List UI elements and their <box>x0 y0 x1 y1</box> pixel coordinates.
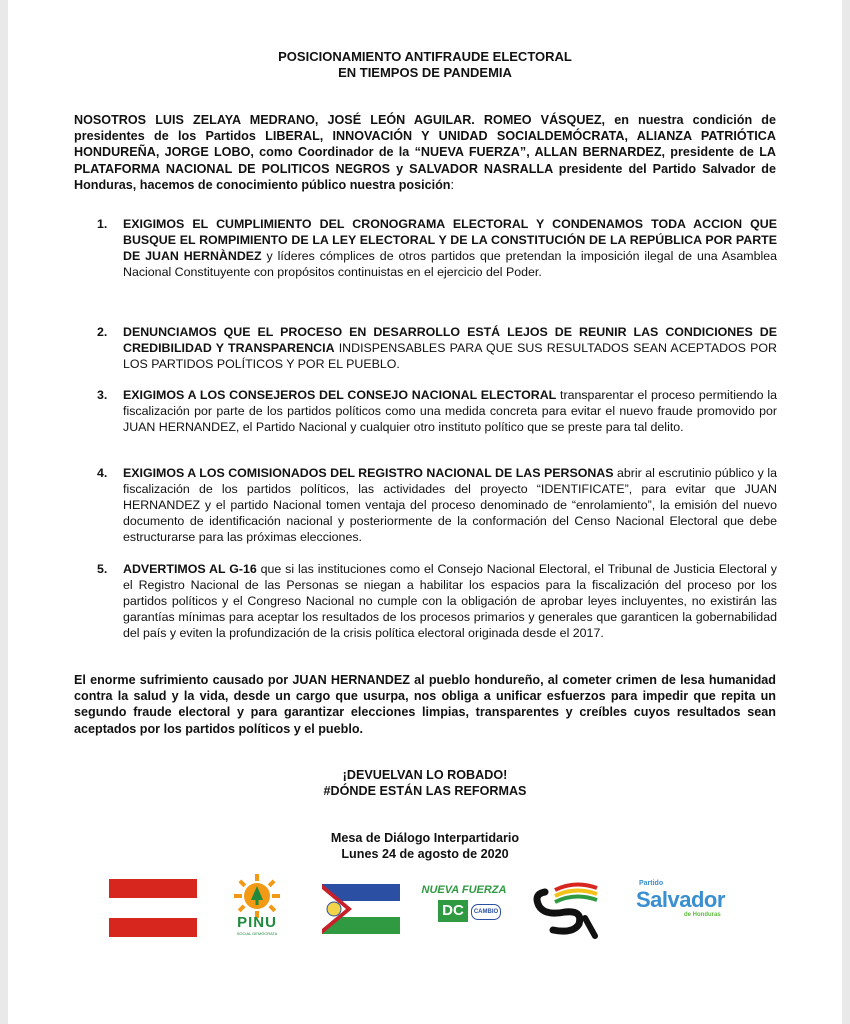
intro-tail: : <box>450 177 454 192</box>
item-number: 3. <box>97 388 108 402</box>
item-number: 1. <box>97 217 108 231</box>
partido-salvador-logo <box>636 880 732 928</box>
nueva-fuerza-logo <box>416 884 512 934</box>
closing-paragraph: El enorme sufrimiento causado por JUAN HERNANDEZ al pueblo hondureño, al cometer crimen de lesa humanidad contra la salud y la vida, desde un cargo que usurpa, nos obliga a unificar esfuerzos para impedir que repita un segundo fraude electoral y para garantizar elecciones limpias, transparentes y creíbles cuyos resultados sean aceptados por los partidos políticos y el pueblo. <box>74 673 776 736</box>
item-bold-text: DENUNCIAMOS QUE EL PROCESO EN DESARROLLO ESTÁ LEJOS DE REUNIR LAS CONDICIONES DE CREDIBILIDAD Y TRANSPARENCIA <box>123 325 777 355</box>
item-bold-text: EXIGIMOS EL CUMPLIMIENTO DEL CRONOGRAMA ELECTORAL Y CONDENAMOS TODA ACCION QUE BUSQUE EL ROMPIMIENTO DE LA LEY ELECTORAL Y DE LA CONSTITUCIÓN DE LA REPÚBLICA POR PARTE DE JUAN HERNÀNDEZ <box>123 217 777 263</box>
list-item-5 <box>97 562 777 642</box>
item-bold-text: EXIGIMOS A LOS CONSEJEROS DEL CONSEJO NACIONAL ELECTORAL <box>123 388 557 402</box>
item-bold-text: ADVERTIMOS AL G-16 <box>123 562 257 576</box>
pinu-logo-text: PINU <box>237 914 277 931</box>
item-text: transparentar el proceso permitiendo la fiscalización por parte de los partidos políticos como una medida concreta para evitar el nuevo fraude promovido por JUAN HERNANDEZ, el Partido Nacional y cualquier otro instituto político que se preste para tal delito. <box>123 388 777 434</box>
list-item-2 <box>97 325 777 373</box>
document-title <box>8 49 842 81</box>
list-item-4 <box>97 466 777 546</box>
liberal-party-flag-logo <box>109 879 197 937</box>
alianza-patriotica-flag-logo <box>322 884 400 934</box>
item-number: 4. <box>97 466 108 480</box>
item-text: INDISPENSABLES PARA QUE SUS RESULTADOS SEAN ACEPTADOS POR LOS PARTIDOS POLÍTICOS Y POR EL PUEBLO. <box>123 340 778 371</box>
item-number: 2. <box>97 325 108 339</box>
signature-line-2: Lunes 24 de agosto de 2020 <box>341 847 509 861</box>
pinu-logo-subtext: SOCIAL DEMÓCRATA <box>236 931 278 936</box>
list-item-3 <box>97 388 777 436</box>
nueva-fuerza-text: NUEVA FUERZA <box>421 884 507 896</box>
list-item-1 <box>97 217 777 281</box>
pinu-sun-icon <box>222 874 292 918</box>
slogan-line-1: ¡DEVUELVAN LO ROBADO! <box>342 768 508 782</box>
salvador-logo-text: Salvador <box>636 887 725 912</box>
intro-paragraph <box>74 112 776 193</box>
salvador-logo-subtext: de Honduras <box>684 912 721 918</box>
title-line-1: POSICIONAMIENTO ANTIFRAUDE ELECTORAL <box>278 49 572 64</box>
item-text: y líderes cómplices de otros partidos que pretendan la imposición ilegal de una Asamblea Nacional Constituyente con propósitos continuistas en el ejercicio del Poder. <box>123 248 777 279</box>
title-line-2: EN TIEMPOS DE PANDEMIA <box>338 65 512 80</box>
slogans <box>8 767 842 799</box>
nueva-fuerza-cambio-badge: CAMBIO <box>471 904 501 920</box>
pinu-logo <box>222 874 292 940</box>
slogan-line-2: #DÓNDE ESTÁN LAS REFORMAS <box>323 784 527 798</box>
nueva-fuerza-dc-badge: DC <box>438 900 468 922</box>
signature-block <box>8 830 842 862</box>
item-bold-text: EXIGIMOS A LOS COMISIONADOS DEL REGISTRO NACIONAL DE LAS PERSONAS <box>123 466 614 480</box>
item-number: 5. <box>97 562 108 576</box>
salvador-logo-small-text: Partido <box>639 880 664 887</box>
document-page <box>8 0 842 1024</box>
plataforma-politicos-negros-logo <box>525 880 607 940</box>
item-text: que si las instituciones como el Consejo Nacional Electoral, el Tribunal de Justicia Electoral y el Registro Nacional de las Personas se niegan a habilitar los espacios para la fiscalización del proceso por los partidos políticos y el Congreso Nacional no cumple con la obligación de aprobar leyes incluyentes, no existirán las garantías mínimas para aceptar los resultados de los procesos primarios y generales que garanticen la gobernabilidad del país y eviten la profundización de la crisis política electoral originada desde el 2017. <box>123 562 778 640</box>
item-text: abrir al escrutinio público y la fiscalización de los partidos políticos, las actividades del proyecto “IDENTIFICATE”, para evitar que JUAN HERNANDEZ y el partido Nacional tomen ventaja del proceso denominado de “enrolamiento”, la emisión del nuevo documento de identificación nacional y posteriormente de la conformación del Censo Nacional Electoral que debe estructurarse para las próximas elecciones. <box>123 466 777 544</box>
intro-text: NOSOTROS LUIS ZELAYA MEDRANO, JOSÉ LEÓN AGUILAR. ROMEO VÁSQUEZ, en nuestra condición de presidentes de los Partidos LIBERAL, INNOVACIÓN Y UNIDAD SOCIALDEMÓCRATA, ALIANZA PATRIÓTICA HONDUREÑA, JORGE LOBO, como Coordinador de la “NUEVA FUERZA”, ALLAN BERNARDEZ, presidente de LA PLATAFORMA NACIONAL DE POLITICOS NEGROS y SALVADOR NASRALLA presidente del Partido Salvador de Honduras, hacemos de conocimiento público nuestra posición <box>74 113 776 192</box>
signature-line-1: Mesa de Diálogo Interpartidario <box>330 831 520 845</box>
